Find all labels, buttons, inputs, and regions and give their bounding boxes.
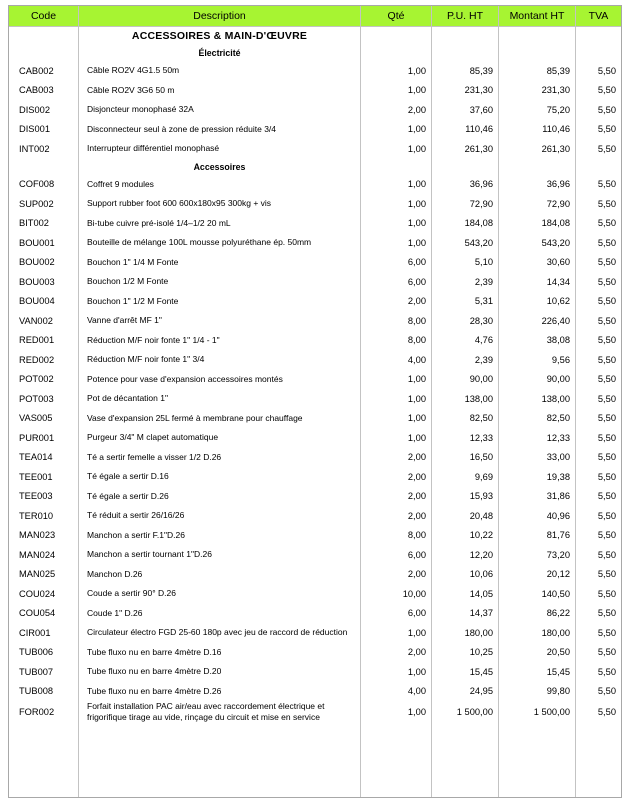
cell-qty: 6,00 — [360, 253, 431, 273]
cell-code: FOR002 — [19, 707, 55, 717]
cell-pu-ht: 110,46 — [431, 120, 498, 140]
cell-tva: 5,50 — [575, 139, 621, 159]
table-row — [9, 253, 621, 273]
cell-tva: 5,50 — [575, 214, 621, 234]
section-row — [9, 159, 621, 175]
cell-tva: 5,50 — [575, 662, 621, 682]
section-row — [9, 45, 621, 61]
cell-code: RED001 — [19, 335, 55, 346]
table-row — [9, 331, 621, 351]
cell-description: Disjoncteur monophasé 32A — [78, 100, 360, 120]
cell-code: VAS005 — [19, 413, 53, 424]
table-row — [9, 214, 621, 234]
empty-cell — [78, 723, 360, 797]
cell-code: MAN025 — [19, 569, 56, 580]
empty-cell — [575, 27, 621, 45]
cell-tva: 5,50 — [575, 100, 621, 120]
title-row — [9, 27, 621, 45]
cell-code: POT002 — [19, 374, 54, 385]
cell-tva: 5,50 — [575, 506, 621, 526]
cell-pu-ht: 28,30 — [431, 311, 498, 331]
cell-pu-ht: 138,00 — [431, 389, 498, 409]
cell-montant-ht: 73,20 — [498, 545, 575, 565]
cell-pu-ht: 90,00 — [431, 370, 498, 390]
cell-description: Purgeur 3/4" M clapet automatique — [78, 428, 360, 448]
cell-montant-ht: 226,40 — [498, 311, 575, 331]
cell-qty: 1,00 — [360, 701, 431, 723]
cell-description: Té égale a sertir D.16 — [78, 467, 360, 487]
cell-tva: 5,50 — [575, 526, 621, 546]
empty-cell — [575, 723, 621, 797]
cell-montant-ht: 33,00 — [498, 448, 575, 468]
cell-description: Té réduit a sertir 26/16/26 — [78, 506, 360, 526]
cell-qty: 1,00 — [360, 428, 431, 448]
cell-code: DIS001 — [19, 124, 51, 135]
cell-tva: 5,50 — [575, 584, 621, 604]
cell-montant-ht: 12,33 — [498, 428, 575, 448]
cell-pu-ht: 261,30 — [431, 139, 498, 159]
cell-montant-ht: 1 500,00 — [498, 701, 575, 723]
table-row — [9, 120, 621, 140]
cell-qty: 8,00 — [360, 526, 431, 546]
cell-qty: 2,00 — [360, 643, 431, 663]
cell-description: Vanne d'arrêt MF 1" — [78, 311, 360, 331]
table-row — [9, 506, 621, 526]
empty-cell — [431, 159, 498, 175]
table-row — [9, 175, 621, 195]
table-row — [9, 370, 621, 390]
column-header-pu-ht: P.U. HT — [431, 6, 498, 26]
table-row — [9, 682, 621, 702]
cell-qty: 1,00 — [360, 175, 431, 195]
table-row — [9, 487, 621, 507]
cell-description: Tube fluxo nu en barre 4mètre D.16 — [78, 643, 360, 663]
cell-description: Té a sertir femelle a visser 1/2 D.26 — [78, 448, 360, 468]
column-header-description: Description — [78, 6, 360, 26]
cell-code: BIT002 — [19, 218, 49, 229]
cell-pu-ht: 15,93 — [431, 487, 498, 507]
cell-montant-ht: 38,08 — [498, 331, 575, 351]
cell-qty: 1,00 — [360, 370, 431, 390]
table-row — [9, 409, 621, 429]
cell-tva: 5,50 — [575, 487, 621, 507]
cell-pu-ht: 12,33 — [431, 428, 498, 448]
cell-tva: 5,50 — [575, 643, 621, 663]
cell-montant-ht: 81,76 — [498, 526, 575, 546]
cell-description: Potence pour vase d'expansion accessoires montés — [78, 370, 360, 390]
cell-pu-ht: 10,22 — [431, 526, 498, 546]
cell-tva: 5,50 — [575, 389, 621, 409]
cell-tva: 5,50 — [575, 623, 621, 643]
cell-code: BOU003 — [19, 276, 55, 287]
table-row — [9, 467, 621, 487]
cell-code: POT003 — [19, 393, 54, 404]
cell-code: COU054 — [19, 608, 56, 619]
cell-montant-ht: 19,38 — [498, 467, 575, 487]
cell-tva: 5,50 — [575, 331, 621, 351]
table-row — [9, 272, 621, 292]
empty-cell — [431, 27, 498, 45]
cell-montant-ht: 180,00 — [498, 623, 575, 643]
cell-qty: 8,00 — [360, 331, 431, 351]
cell-code: CAB003 — [19, 85, 54, 96]
cell-tva: 5,50 — [575, 233, 621, 253]
cell-description: Coude 1" D.26 — [78, 604, 360, 624]
cell-montant-ht: 15,45 — [498, 662, 575, 682]
cell-pu-ht: 10,25 — [431, 643, 498, 663]
cell-code: PUR001 — [19, 432, 55, 443]
table-filler-row — [9, 723, 621, 797]
cell-montant-ht: 261,30 — [498, 139, 575, 159]
cell-qty: 1,00 — [360, 233, 431, 253]
cell-description: Réduction M/F noir fonte 1" 1/4 - 1" — [78, 331, 360, 351]
cell-pu-ht: 37,60 — [431, 100, 498, 120]
cell-pu-ht: 231,30 — [431, 81, 498, 101]
cell-tva: 5,50 — [575, 682, 621, 702]
cell-pu-ht: 2,39 — [431, 350, 498, 370]
cell-code: MAN023 — [19, 530, 56, 541]
cell-code: COF008 — [19, 179, 55, 190]
table-header-row — [9, 6, 621, 27]
cell-description: Manchon a sertir tournant 1"D.26 — [78, 545, 360, 565]
empty-cell — [575, 45, 621, 61]
cell-pu-ht: 5,10 — [431, 253, 498, 273]
cell-description: Câble RO2V 3G6 50 m — [78, 81, 360, 101]
cell-qty: 6,00 — [360, 545, 431, 565]
cell-code: DIS002 — [19, 104, 51, 115]
table-row — [9, 61, 621, 81]
table-row — [9, 311, 621, 331]
cell-montant-ht: 10,62 — [498, 292, 575, 312]
cell-description: Câble RO2V 4G1.5 50m — [78, 61, 360, 81]
empty-cell — [498, 45, 575, 61]
cell-code: TER010 — [19, 510, 54, 521]
cell-tva: 5,50 — [575, 350, 621, 370]
cell-tva: 5,50 — [575, 604, 621, 624]
cell-pu-ht: 184,08 — [431, 214, 498, 234]
column-header-qte: Qté — [360, 6, 431, 26]
cell-tva: 5,50 — [575, 272, 621, 292]
cell-pu-ht: 4,76 — [431, 331, 498, 351]
cell-code: TUB007 — [19, 666, 54, 677]
table-row — [9, 584, 621, 604]
cell-pu-ht: 85,39 — [431, 61, 498, 81]
cell-montant-ht: 9,56 — [498, 350, 575, 370]
cell-pu-ht: 36,96 — [431, 175, 498, 195]
cell-montant-ht: 138,00 — [498, 389, 575, 409]
table-row — [9, 350, 621, 370]
cell-qty: 1,00 — [360, 81, 431, 101]
table-title: ACCESSOIRES & MAIN-D'ŒUVRE — [78, 27, 360, 45]
cell-qty: 1,00 — [360, 662, 431, 682]
cell-tva: 5,50 — [575, 565, 621, 585]
cell-description: Té égale a sertir D.26 — [78, 487, 360, 507]
cell-qty: 1,00 — [360, 120, 431, 140]
empty-cell — [360, 723, 431, 797]
cell-tva: 5,50 — [575, 81, 621, 101]
table-row — [9, 233, 621, 253]
items-table — [8, 5, 622, 798]
cell-description: Interrupteur différentiel monophasé — [78, 139, 360, 159]
table-row — [9, 389, 621, 409]
cell-pu-ht: 9,69 — [431, 467, 498, 487]
cell-description: Bouchon 1/2 M Fonte — [78, 272, 360, 292]
cell-description: Coffret 9 modules — [78, 175, 360, 195]
cell-pu-ht: 72,90 — [431, 194, 498, 214]
cell-description: Manchon D.26 — [78, 565, 360, 585]
cell-description: Forfait installation PAC air/eau avec raccordement électrique et frigorifique tirage au vide, rinçage du circuit et mise en service — [78, 701, 360, 723]
table-row — [9, 100, 621, 120]
cell-qty: 6,00 — [360, 604, 431, 624]
cell-montant-ht: 184,08 — [498, 214, 575, 234]
cell-code: VAN002 — [19, 315, 53, 326]
cell-description: Coude a sertir 90° D.26 — [78, 584, 360, 604]
cell-code: MAN024 — [19, 549, 56, 560]
cell-qty: 8,00 — [360, 311, 431, 331]
cell-pu-ht: 82,50 — [431, 409, 498, 429]
cell-montant-ht: 140,50 — [498, 584, 575, 604]
cell-pu-ht: 14,37 — [431, 604, 498, 624]
cell-montant-ht: 82,50 — [498, 409, 575, 429]
cell-description: Tube fluxo nu en barre 4mètre D.26 — [78, 682, 360, 702]
table-row — [9, 448, 621, 468]
cell-montant-ht: 90,00 — [498, 370, 575, 390]
column-header-tva: TVA — [575, 6, 621, 26]
cell-montant-ht: 86,22 — [498, 604, 575, 624]
empty-cell — [575, 159, 621, 175]
cell-qty: 1,00 — [360, 409, 431, 429]
cell-pu-ht: 16,50 — [431, 448, 498, 468]
empty-cell — [431, 723, 498, 797]
cell-code: COU024 — [19, 588, 56, 599]
cell-code: CIR001 — [19, 627, 51, 638]
cell-qty: 6,00 — [360, 272, 431, 292]
cell-montant-ht: 31,86 — [498, 487, 575, 507]
cell-pu-ht: 15,45 — [431, 662, 498, 682]
cell-qty: 2,00 — [360, 448, 431, 468]
cell-montant-ht: 36,96 — [498, 175, 575, 195]
cell-description: Disconnecteur seul à zone de pression réduite 3/4 — [78, 120, 360, 140]
cell-montant-ht: 30,60 — [498, 253, 575, 273]
cell-code: TEE001 — [19, 471, 53, 482]
cell-code: TUB008 — [19, 686, 54, 697]
cell-code: RED002 — [19, 354, 55, 365]
empty-cell — [431, 45, 498, 61]
cell-qty: 4,00 — [360, 350, 431, 370]
cell-pu-ht: 20,48 — [431, 506, 498, 526]
column-header-code: Code — [9, 6, 78, 26]
cell-code: SUP002 — [19, 198, 54, 209]
cell-qty: 2,00 — [360, 467, 431, 487]
cell-montant-ht: 110,46 — [498, 120, 575, 140]
cell-description: Tube fluxo nu en barre 4mètre D.20 — [78, 662, 360, 682]
cell-description: Bouteille de mélange 100L mousse polyuréthane ép. 50mm — [78, 233, 360, 253]
cell-description: Circulateur électro FGD 25-60 180p avec jeu de raccord de réduction — [78, 623, 360, 643]
cell-pu-ht: 180,00 — [431, 623, 498, 643]
cell-pu-ht: 2,39 — [431, 272, 498, 292]
cell-code: TEA014 — [19, 452, 53, 463]
cell-montant-ht: 40,96 — [498, 506, 575, 526]
table-row — [9, 428, 621, 448]
table-body — [9, 27, 621, 723]
cell-pu-ht: 543,20 — [431, 233, 498, 253]
cell-code: BOU002 — [19, 257, 55, 268]
table-row — [9, 139, 621, 159]
cell-description: Bouchon 1" 1/4 M Fonte — [78, 253, 360, 273]
section-heading: Électricité — [78, 45, 360, 61]
cell-tva: 5,50 — [575, 175, 621, 195]
cell-qty: 2,00 — [360, 565, 431, 585]
table-row — [9, 662, 621, 682]
empty-cell — [498, 723, 575, 797]
empty-cell — [360, 159, 431, 175]
cell-qty: 1,00 — [360, 214, 431, 234]
cell-qty: 2,00 — [360, 487, 431, 507]
empty-cell — [498, 159, 575, 175]
cell-montant-ht: 543,20 — [498, 233, 575, 253]
cell-tva: 5,50 — [575, 448, 621, 468]
section-heading: Accessoires — [78, 159, 360, 175]
table-row — [9, 292, 621, 312]
cell-pu-ht: 5,31 — [431, 292, 498, 312]
table-row — [9, 194, 621, 214]
cell-qty: 1,00 — [360, 61, 431, 81]
cell-qty: 1,00 — [360, 623, 431, 643]
cell-description: Manchon a sertir F.1"D.26 — [78, 526, 360, 546]
table-row — [9, 81, 621, 101]
cell-montant-ht: 14,34 — [498, 272, 575, 292]
cell-tva: 5,50 — [575, 428, 621, 448]
cell-code: TUB006 — [19, 647, 54, 658]
cell-montant-ht: 99,80 — [498, 682, 575, 702]
table-row — [9, 643, 621, 663]
cell-montant-ht: 85,39 — [498, 61, 575, 81]
cell-tva: 5,50 — [575, 545, 621, 565]
cell-tva: 5,50 — [575, 409, 621, 429]
cell-qty: 2,00 — [360, 292, 431, 312]
cell-montant-ht: 20,50 — [498, 643, 575, 663]
cell-description: Réduction M/F noir fonte 1" 3/4 — [78, 350, 360, 370]
empty-cell — [9, 723, 78, 797]
empty-cell — [498, 27, 575, 45]
cell-pu-ht: 1 500,00 — [431, 701, 498, 723]
cell-code: BOU004 — [19, 296, 55, 307]
cell-description: Bi-tube cuivre pré-isolé 1/4–1/2 20 mL — [78, 214, 360, 234]
cell-qty: 1,00 — [360, 389, 431, 409]
table-row — [9, 565, 621, 585]
cell-qty: 2,00 — [360, 100, 431, 120]
cell-description: Support rubber foot 600 600x180x95 300kg + vis — [78, 194, 360, 214]
table-row — [9, 701, 621, 723]
cell-pu-ht: 14,05 — [431, 584, 498, 604]
cell-description: Pot de décantation 1" — [78, 389, 360, 409]
table-row — [9, 623, 621, 643]
cell-tva: 5,50 — [575, 253, 621, 273]
cell-montant-ht: 75,20 — [498, 100, 575, 120]
cell-qty: 1,00 — [360, 194, 431, 214]
empty-cell — [360, 27, 431, 45]
column-header-montant-ht: Montant HT — [498, 6, 575, 26]
cell-qty: 1,00 — [360, 139, 431, 159]
cell-description: Vase d'expansion 25L fermé à membrane pour chauffage — [78, 409, 360, 429]
cell-tva: 5,50 — [575, 311, 621, 331]
cell-code: INT002 — [19, 143, 50, 154]
cell-qty: 4,00 — [360, 682, 431, 702]
cell-code: BOU001 — [19, 237, 55, 248]
cell-code: TEE003 — [19, 491, 53, 502]
empty-cell — [9, 27, 78, 45]
empty-cell — [9, 159, 78, 175]
cell-montant-ht: 72,90 — [498, 194, 575, 214]
empty-cell — [9, 45, 78, 61]
cell-tva: 5,50 — [575, 194, 621, 214]
cell-montant-ht: 20,12 — [498, 565, 575, 585]
cell-tva: 5,50 — [575, 370, 621, 390]
cell-code: CAB002 — [19, 65, 54, 76]
cell-pu-ht: 12,20 — [431, 545, 498, 565]
cell-montant-ht: 231,30 — [498, 81, 575, 101]
cell-pu-ht: 24,95 — [431, 682, 498, 702]
table-row — [9, 545, 621, 565]
table-row — [9, 526, 621, 546]
empty-cell — [360, 45, 431, 61]
cell-pu-ht: 10,06 — [431, 565, 498, 585]
cell-tva: 5,50 — [575, 292, 621, 312]
cell-tva: 5,50 — [575, 701, 621, 723]
cell-qty: 2,00 — [360, 506, 431, 526]
cell-tva: 5,50 — [575, 120, 621, 140]
table-row — [9, 604, 621, 624]
cell-tva: 5,50 — [575, 467, 621, 487]
cell-description: Bouchon 1" 1/2 M Fonte — [78, 292, 360, 312]
cell-qty: 10,00 — [360, 584, 431, 604]
cell-tva: 5,50 — [575, 61, 621, 81]
